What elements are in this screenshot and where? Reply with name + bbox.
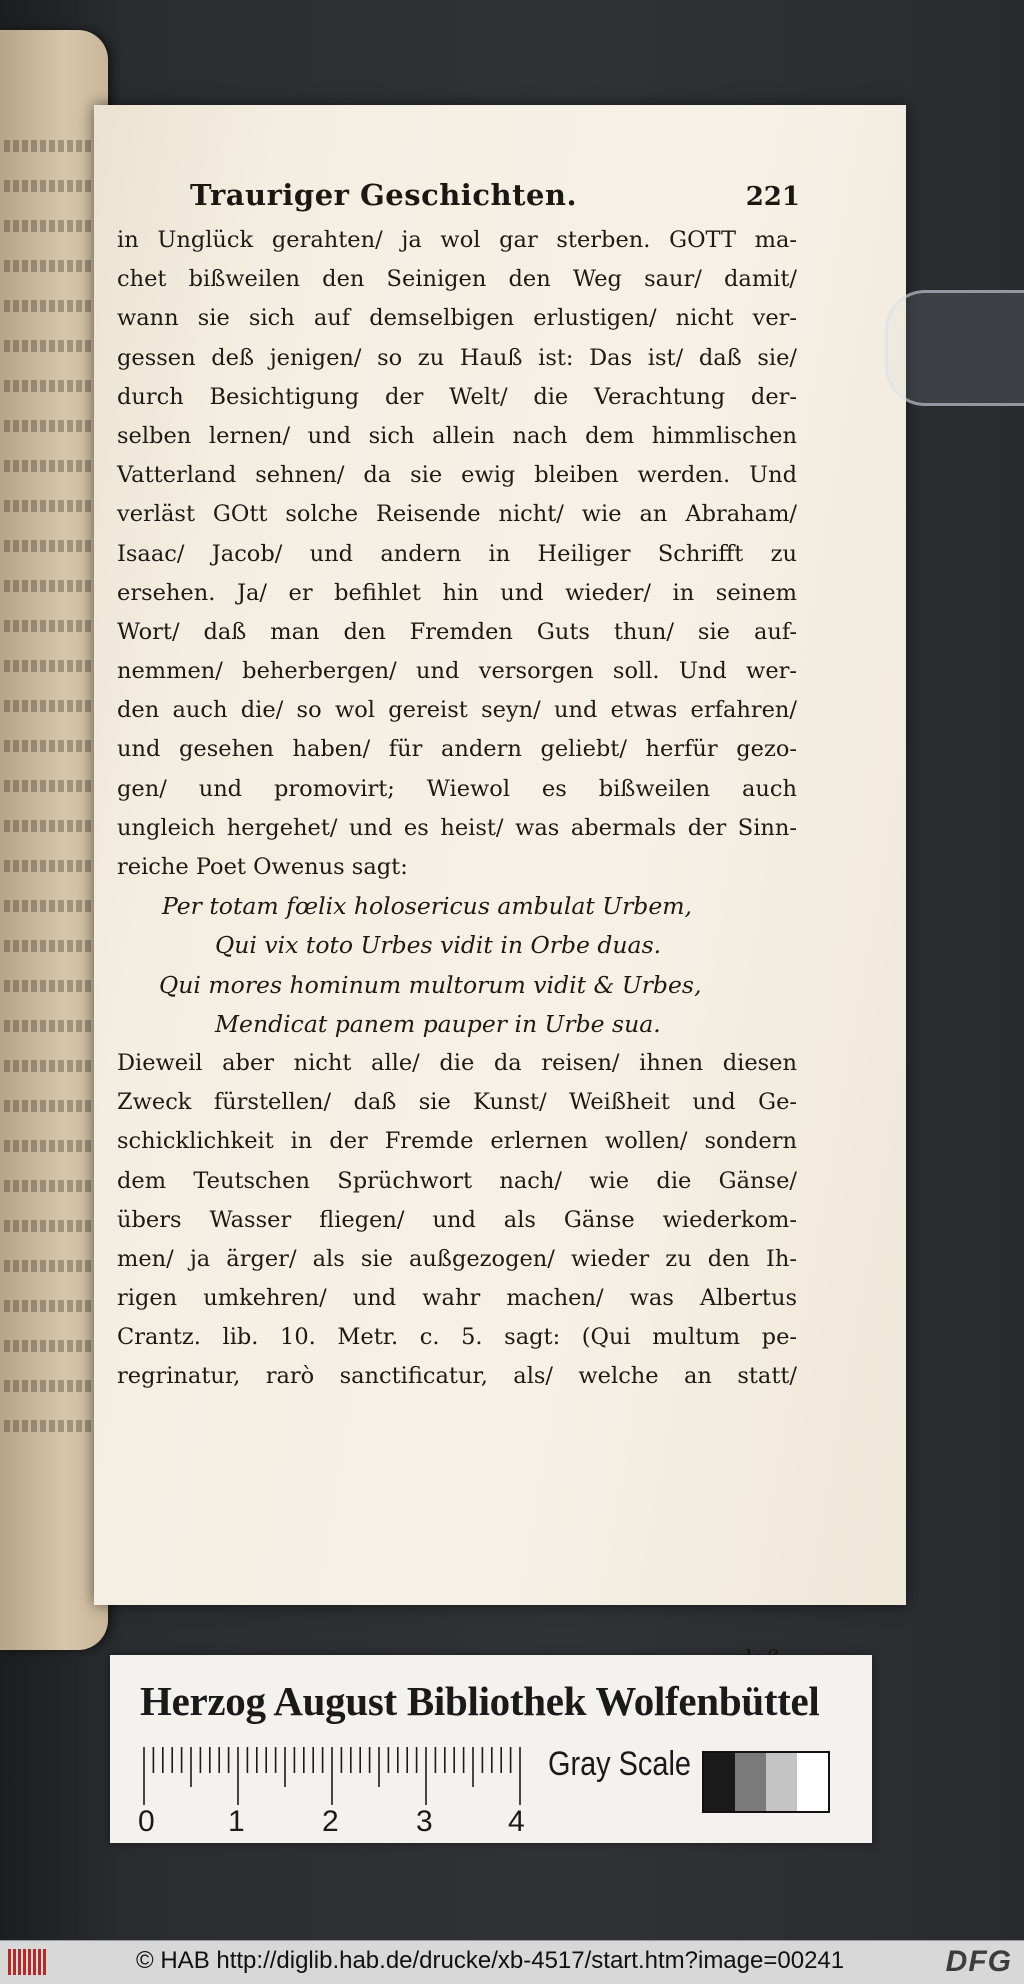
verse-line: Qui mores hominum multorum vidit & Urbes, (159, 970, 702, 999)
ruler-label: 0 (138, 1805, 155, 1838)
text-line: ersehen. Ja/ er befihlet hin und wieder/ in seinem (117, 579, 797, 606)
text-line: gessen deß jenigen/ so zu Hauß ist: Das ist/ daß sie/ (117, 344, 797, 371)
running-title: Trauriger Geschichten. (190, 178, 578, 212)
text-line: chet bißweilen den Seinigen den Weg saur/ damit/ (117, 266, 797, 293)
text-line: men/ ja ärger/ als sie außgezogen/ wieder zu den Ih- (117, 1245, 797, 1272)
text-line: in Unglück gerahten/ ja wol gar sterben. GOTT ma- (117, 227, 797, 253)
text-line: nemmen/ beherbergen/ und versorgen soll. Und wer- (117, 658, 797, 685)
page-number: 221 (745, 182, 800, 212)
text-line: dem Teutschen Sprüchwort nach/ wie die Gänse/ (117, 1167, 797, 1194)
text-line: Wort/ daß man den Fremden Guts thun/ sie auf- (117, 618, 797, 645)
footer-bar (0, 1940, 1024, 1984)
verse-line: Qui vix toto Urbes vidit in Orbe duas. (215, 931, 662, 960)
text-line: rigen umkehren/ und wahr machen/ was Albertus (117, 1285, 797, 1312)
text-line: regrinatur, rarò sanctificatur, als/ welche an statt/ (117, 1363, 797, 1390)
text-line: schicklichkeit in der Fremde erlernen wollen/ sondern (117, 1128, 797, 1155)
grayscale-label: Gray Scale (548, 1745, 691, 1783)
text-line: Vatterland sehnen/ da sie ewig bleiben werden. Und (117, 462, 797, 489)
text-line: den auch die/ so wol gereist seyn/ und etwas erfahren/ (117, 697, 797, 724)
swatch-light-gray (766, 1753, 797, 1811)
verse-line: Mendicat panem pauper in Urbe sua. (215, 1009, 661, 1038)
text-line: Isaac/ Jacob/ und andern in Heiliger Schrifft zu (117, 540, 797, 567)
ruler-label: 1 (228, 1805, 245, 1838)
text-line: übers Wasser fliegen/ und als Gänse wiederkom- (117, 1206, 797, 1233)
copyright-url[interactable]: © HAB http://diglib.hab.de/drucke/xb-4517/start.htm?image=00241 (136, 1947, 845, 1974)
text-line: Zweck fürstellen/ daß sie Kunst/ Weißheit und Ge- (117, 1089, 797, 1116)
page-clip (885, 290, 1024, 406)
text-line: reiche Poet Owenus sagt: (117, 854, 408, 880)
text-line: und gesehen haben/ für andern geliebt/ herfür gezo- (117, 736, 797, 763)
ruler-label: 2 (322, 1805, 339, 1838)
grayscale-swatches (702, 1751, 830, 1813)
ruler-label: 3 (416, 1805, 433, 1838)
text-line: durch Besichtigung der Welt/ die Verachtung der- (117, 383, 797, 410)
text-line: Crantz. lib. 10. Metr. c. 5. sagt: (Qui multum pe- (117, 1324, 797, 1351)
swatch-black (704, 1753, 735, 1811)
previous-page-edge (0, 30, 108, 1650)
hab-logo-icon (8, 1949, 48, 1975)
page-header (190, 178, 800, 212)
swatch-dark-gray (735, 1753, 766, 1811)
swatch-white (797, 1753, 828, 1811)
text-line: verläst GOtt solche Reisende nicht/ wie an Abraham/ (117, 501, 797, 528)
scale-ruler (140, 1735, 560, 1835)
text-line: wann sie sich auf demselbigen erlustigen/ nicht ver- (117, 305, 797, 332)
library-name: Herzog August Bibliothek Wolfenbüttel (140, 1678, 820, 1724)
text-line: Dieweil aber nicht alle/ die da reisen/ ihnen diesen (117, 1049, 797, 1076)
dfg-logo: DFG (945, 1945, 1012, 1978)
text-block (117, 221, 797, 1397)
verse-line: Per totam fœlix holosericus ambulat Urbem, (162, 892, 693, 921)
text-line: ungleich hergehet/ und es heist/ was abermals der Sinn- (117, 814, 797, 841)
text-line: selben lernen/ und sich allein nach dem himmlischen (117, 422, 797, 449)
library-color-card (110, 1655, 872, 1843)
ruler-label: 4 (508, 1805, 525, 1838)
text-line: gen/ und promovirt; Wiewol es bißweilen auch (117, 775, 797, 802)
